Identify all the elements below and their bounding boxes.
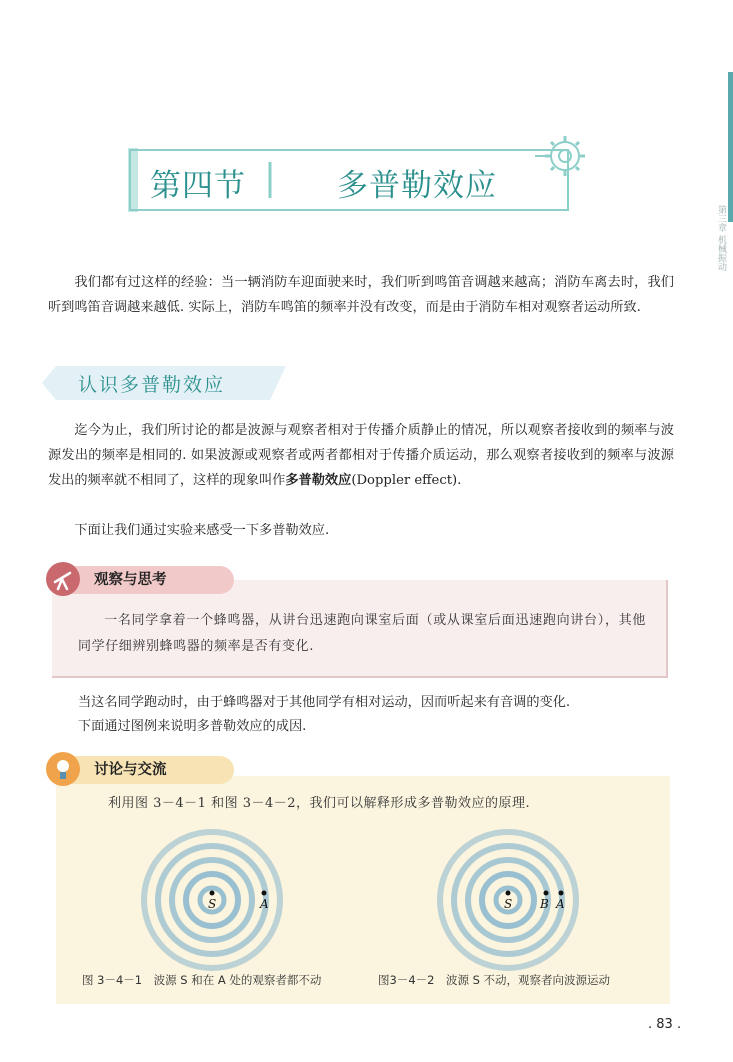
observer-label-a: A [556,897,565,911]
chapter-side-tab [728,72,733,222]
source-label: S [504,897,513,911]
intro-paragraph: 我们都有过这样的经验：当一辆消防车迎面驶来时，我们听到鸣笛音调越来越高；消防车离去时，我们听到鸣笛音调越来越低. 实际上，消防车鸣笛的频率并没有改变，而是由于消防车相对观察者运动所致. [48,275,674,315]
figure-3-4-1-caption: 图 3－4－1 波源 S 和在 A 处的观察者都不动 [82,973,322,987]
body-paragraph-1 [48,418,674,493]
lightbulb-icon [46,752,80,786]
observer-label-a: A [260,897,269,911]
figure-3-4-2-caption: 图3－4－2 波源 S 不动，观察者向波源运动 [378,973,611,987]
discuss-label: 讨论与交流 [54,756,234,784]
telescope-icon [46,562,80,596]
subsection-heading: 认识多普勒效应 [78,374,226,396]
section-title: 多普勒效应 [337,168,497,204]
observe-label: 观察与思考 [54,566,234,594]
source-point [210,891,215,896]
middle-line-2: 下面通过图例来说明多普勒效应的成因. [78,719,307,734]
body-paragraph-2: 下面让我们通过实验来感受一下多普勒效应. [74,523,330,538]
middle-line-1: 当这名同学跑动时，由于蜂鸣器对于其他同学有相对运动，因而听起来有音调的变化. [78,695,571,710]
section-number: 第四节 [150,168,246,204]
figure-3-4-2 [436,828,580,972]
observe-text-content: 一名同学拿着一个蜂鸣器，从讲台迅速跑向课室后面（或从课室后面迅速跑向讲台），其他同学仔细辨别蜂鸣器的频率是否有变化. [78,613,646,654]
observe-text [78,608,646,660]
chapter-side-label: 第三章 机械振动 [716,205,726,271]
observer-point-b [544,891,549,896]
observer-label-b: B [540,897,549,911]
source-label: S [208,897,217,911]
discuss-text: 利用图 3－4－1 和图 3－4－2，我们可以解释形成多普勒效应的原理. [108,796,531,811]
doppler-term: 多普勒效应 [285,473,352,488]
body-paragraph-1-after: (Doppler effect). [351,473,462,488]
source-point [506,891,511,896]
figure-3-4-1 [140,828,284,972]
body-paragraph-1-before: 迄今为止，我们所讨论的都是波源与观察者相对于传播介质静止的情况，所以观察者接收到的频率与波源发出的频率是相同的. 如果波源或观察者或两者都相对于传播介质运动，那么观察者接收到的频率与波源发出的频率就不相同了，这样的现象叫作 [48,423,674,488]
gear-icon [535,128,595,188]
page-number: . 83 . [648,1017,682,1032]
observer-point-a [262,891,267,896]
observer-point-a [559,891,564,896]
